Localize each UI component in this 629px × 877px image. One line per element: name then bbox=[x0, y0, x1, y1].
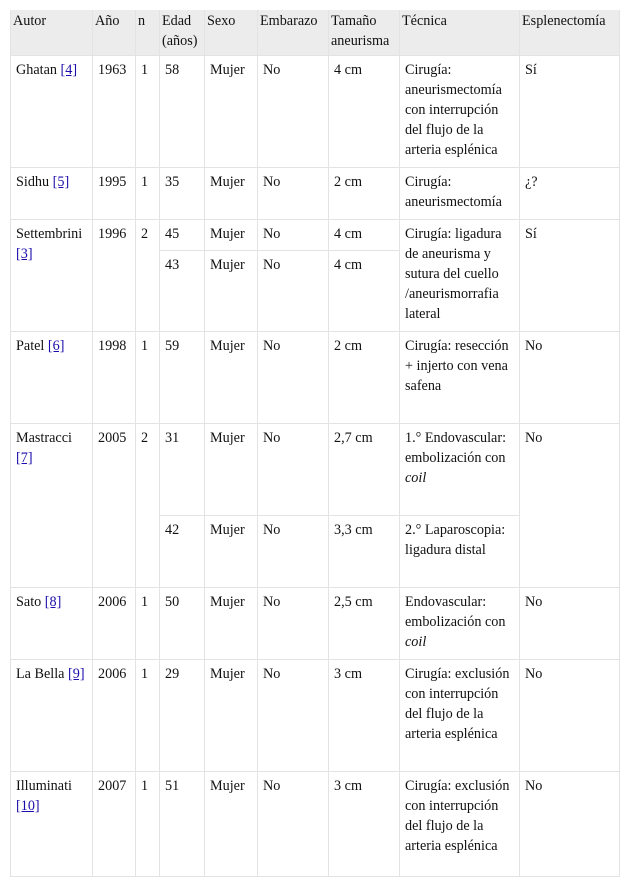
cell-n: 1 bbox=[136, 332, 160, 424]
cell-edad: 58 bbox=[160, 56, 205, 168]
cell-tamano: 2 cm bbox=[329, 168, 400, 220]
table-row bbox=[11, 332, 620, 424]
reference-link[interactable]: [10] bbox=[16, 798, 40, 814]
cell-n: 2 bbox=[136, 424, 160, 588]
technique-term: coil bbox=[405, 634, 427, 650]
reference-link[interactable]: [3] bbox=[16, 246, 33, 262]
cell-esplenectomia: No bbox=[520, 772, 620, 877]
cell-embarazo: No bbox=[258, 251, 329, 332]
cell-esplenectomia: Sí bbox=[520, 220, 620, 332]
reference-link[interactable]: [9] bbox=[68, 666, 85, 682]
table-row bbox=[11, 168, 620, 220]
header-sexo: Sexo bbox=[205, 11, 258, 56]
cell-embarazo: No bbox=[258, 168, 329, 220]
cell-sexo: Mujer bbox=[205, 168, 258, 220]
technique-term: coil bbox=[405, 470, 427, 486]
cell-tamano: 3,3 cm bbox=[329, 516, 400, 588]
cell-tecnica: Cirugía: exclusión con interrupción del flujo de la arteria esplénica bbox=[400, 660, 520, 772]
author-name: Sato bbox=[16, 594, 42, 610]
reference-link[interactable]: [8] bbox=[44, 594, 62, 610]
cell-embarazo: No bbox=[258, 424, 329, 516]
cell-tamano: 3 cm bbox=[329, 772, 400, 877]
cell-autor bbox=[11, 332, 93, 424]
cell-edad: 31 bbox=[160, 424, 205, 516]
cell-edad: 42 bbox=[160, 516, 205, 588]
header-tecnica: Técnica bbox=[400, 11, 520, 56]
cell-esplenectomia: ¿? bbox=[520, 168, 620, 220]
cell-autor bbox=[11, 424, 93, 588]
cell-embarazo: No bbox=[258, 772, 329, 877]
cell-sexo: Mujer bbox=[205, 588, 258, 660]
cell-anio: 1963 bbox=[93, 56, 136, 168]
cell-n: 1 bbox=[136, 56, 160, 168]
cell-esplenectomia: No bbox=[520, 332, 620, 424]
cell-tecnica: Cirugía: resección + injerto con vena safena bbox=[400, 332, 520, 424]
cell-sexo: Mujer bbox=[205, 424, 258, 516]
reference-link[interactable]: [4] bbox=[60, 62, 78, 78]
cell-anio: 1996 bbox=[93, 220, 136, 332]
cell-edad: 43 bbox=[160, 251, 205, 332]
header-tamano: Tamaño aneurisma bbox=[329, 11, 400, 56]
reference-link[interactable]: [7] bbox=[16, 450, 33, 466]
header-autor: Autor bbox=[11, 11, 93, 56]
cell-sexo: Mujer bbox=[205, 56, 258, 168]
table-row bbox=[11, 424, 620, 516]
cell-anio: 2005 bbox=[93, 424, 136, 588]
cell-anio: 2007 bbox=[93, 772, 136, 877]
author-name: Mastracci bbox=[16, 430, 72, 446]
cell-esplenectomia: Sí bbox=[520, 56, 620, 168]
header-row bbox=[11, 11, 620, 56]
cell-tamano: 2,7 cm bbox=[329, 424, 400, 516]
cell-edad: 35 bbox=[160, 168, 205, 220]
header-n: n bbox=[136, 11, 160, 56]
cell-embarazo: No bbox=[258, 220, 329, 251]
header-embarazo: Embarazo bbox=[258, 11, 329, 56]
cell-n: 1 bbox=[136, 588, 160, 660]
cell-autor bbox=[11, 588, 93, 660]
cell-tecnica: Cirugía: aneurismectomía con interrupción del flujo de la arteria esplénica bbox=[400, 56, 520, 168]
cell-tamano: 3 cm bbox=[329, 660, 400, 772]
cell-tecnica bbox=[400, 424, 520, 516]
cell-sexo: Mujer bbox=[205, 220, 258, 251]
technique-text: 1.° Endovascular: embolización con bbox=[405, 430, 507, 466]
cell-autor bbox=[11, 772, 93, 877]
cell-tamano: 4 cm bbox=[329, 220, 400, 251]
reference-link[interactable]: [5] bbox=[52, 174, 70, 190]
cell-sexo: Mujer bbox=[205, 251, 258, 332]
table-row bbox=[11, 660, 620, 772]
cell-anio: 1998 bbox=[93, 332, 136, 424]
cell-embarazo: No bbox=[258, 516, 329, 588]
cell-autor bbox=[11, 168, 93, 220]
author-name: Sidhu bbox=[16, 174, 50, 190]
table-row bbox=[11, 772, 620, 877]
cell-anio: 1995 bbox=[93, 168, 136, 220]
table-row bbox=[11, 56, 620, 168]
cell-embarazo: No bbox=[258, 588, 329, 660]
cell-edad: 59 bbox=[160, 332, 205, 424]
author-name: Ghatan bbox=[16, 62, 57, 78]
author-name: Illuminati bbox=[16, 778, 72, 794]
cell-tamano: 2,5 cm bbox=[329, 588, 400, 660]
cell-edad: 51 bbox=[160, 772, 205, 877]
cell-esplenectomia: No bbox=[520, 660, 620, 772]
case-reports-table bbox=[10, 10, 620, 877]
cell-tecnica: Cirugía: aneurismectomía bbox=[400, 168, 520, 220]
cell-tecnica: Cirugía: ligadura de aneurisma y sutura del cuello /aneurismorrafia lateral bbox=[400, 220, 520, 332]
cell-sexo: Mujer bbox=[205, 332, 258, 424]
cell-tecnica: 2.° Laparoscopia: ligadura distal bbox=[400, 516, 520, 588]
cell-n: 1 bbox=[136, 168, 160, 220]
reference-link[interactable]: [6] bbox=[47, 338, 65, 354]
cell-edad: 45 bbox=[160, 220, 205, 251]
cell-sexo: Mujer bbox=[205, 660, 258, 772]
technique-text: Endovascular: embolización con bbox=[405, 594, 506, 630]
author-name: Settembrini bbox=[16, 226, 83, 242]
cell-tamano: 2 cm bbox=[329, 332, 400, 424]
cell-embarazo: No bbox=[258, 660, 329, 772]
cell-edad: 50 bbox=[160, 588, 205, 660]
cell-tamano: 4 cm bbox=[329, 251, 400, 332]
cell-esplenectomia: No bbox=[520, 424, 620, 588]
cell-n: 1 bbox=[136, 660, 160, 772]
cell-sexo: Mujer bbox=[205, 516, 258, 588]
cell-edad: 29 bbox=[160, 660, 205, 772]
cell-tamano: 4 cm bbox=[329, 56, 400, 168]
author-name: Patel bbox=[16, 338, 45, 354]
cell-autor bbox=[11, 56, 93, 168]
cell-esplenectomia: No bbox=[520, 588, 620, 660]
cell-tecnica bbox=[400, 588, 520, 660]
cell-embarazo: No bbox=[258, 56, 329, 168]
cell-autor bbox=[11, 660, 93, 772]
cell-tecnica: Cirugía: exclusión con interrupción del flujo de la arteria esplénica bbox=[400, 772, 520, 877]
cell-n: 1 bbox=[136, 772, 160, 877]
cell-sexo: Mujer bbox=[205, 772, 258, 877]
cell-anio: 2006 bbox=[93, 660, 136, 772]
cell-autor bbox=[11, 220, 93, 332]
cell-n: 2 bbox=[136, 220, 160, 332]
header-anio: Año bbox=[93, 11, 136, 56]
table-row bbox=[11, 588, 620, 660]
header-esplenectomia: Esplenectomía bbox=[520, 11, 620, 56]
cell-anio: 2006 bbox=[93, 588, 136, 660]
table-row bbox=[11, 220, 620, 251]
cell-embarazo: No bbox=[258, 332, 329, 424]
header-edad: Edad (años) bbox=[160, 11, 205, 56]
author-name: La Bella bbox=[16, 666, 65, 682]
